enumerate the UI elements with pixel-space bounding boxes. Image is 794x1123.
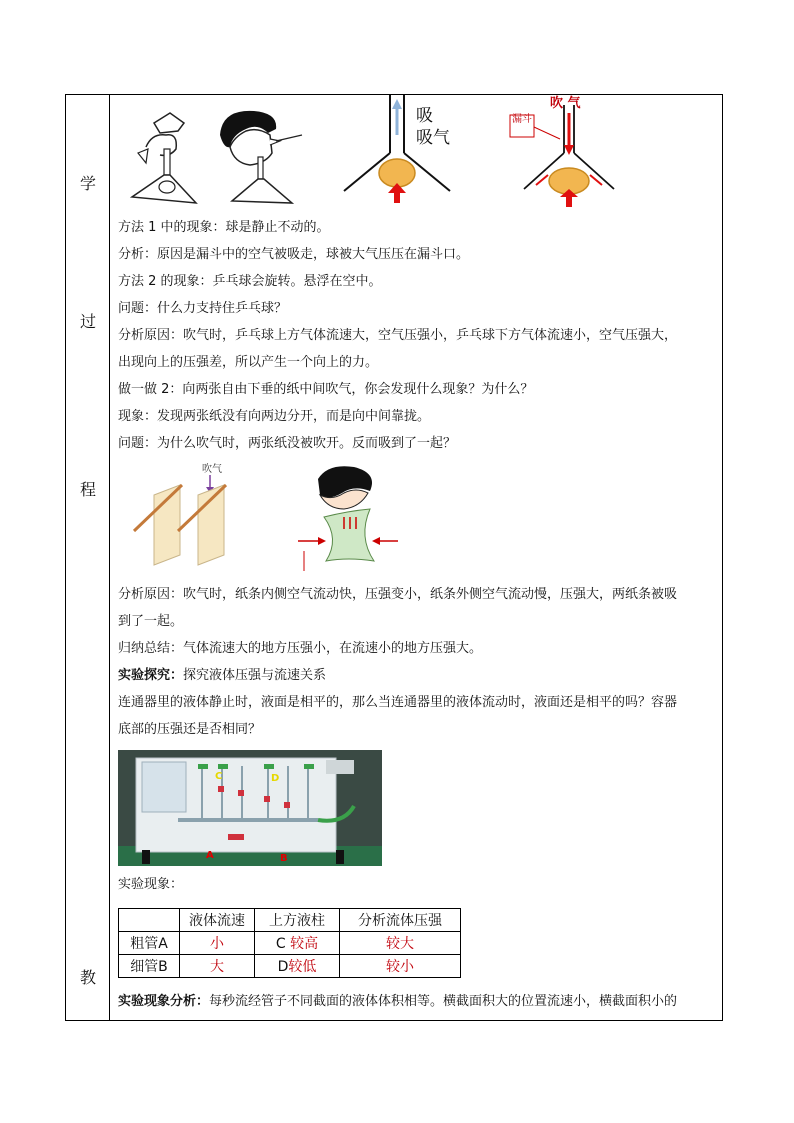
text-line-14: 连通器里的液体静止时，液面是相平的，那么当连通器里的液体流动时，液面还是相平的吗？容器 — [118, 695, 678, 710]
blow-label: 吹 气 — [550, 96, 581, 111]
lesson-table — [65, 94, 723, 1021]
photo-label-d: D — [271, 773, 280, 784]
table-cell — [255, 955, 340, 978]
photo-label-c: C — [215, 771, 223, 782]
table-row — [119, 955, 461, 978]
table-cell: 粗管A — [119, 932, 180, 955]
table-cell: 细管B — [119, 955, 180, 978]
text-line-1: 方法 1 中的现象：球是静止不动的。 — [118, 220, 330, 235]
text-line-2: 分析：原因是漏斗中的空气被吸走，球被大气压压在漏斗口。 — [118, 247, 470, 262]
text-line-9: 问题：为什么吹气时，两张纸没被吹开。反而吸到了一起？ — [118, 436, 457, 451]
table-cell: 小 — [180, 932, 255, 955]
funnel-hand-illustration — [126, 105, 216, 205]
analysis-text: 每秒流经管子不同截面的液体体积相等。横截面积大的位置流速小，横截面积小的 — [209, 994, 678, 1009]
blow-caption: 吹气 — [202, 464, 222, 475]
text-line-10: 分析原因：吹气时，纸条内侧空气流动快，压强变小，纸条外侧空气流动慢，压强大，两纸条被吸 — [118, 587, 678, 602]
inhale-label: 吸气 — [416, 128, 450, 148]
text-line-11: 到了一起。 — [118, 614, 184, 629]
text-line-7: 做一做 2：向两张自由下垂的纸中间吹气，你会发现什么现象？为什么？ — [118, 382, 534, 397]
text-line-13 — [118, 667, 326, 685]
text-line-5: 分析原因：吹气时，乒乓球上方气体流速大，空气压强小，乒乓球下方气体流速小，空气压强大， — [118, 328, 678, 343]
stage-char-4: 教 — [79, 968, 96, 987]
stage-column — [66, 95, 110, 1020]
text-line-6: 出现向上的压强差，所以产生一个向上的力。 — [118, 355, 379, 370]
text-line-4: 问题：什么力支持住乒乓球？ — [118, 301, 288, 316]
table-row — [119, 932, 461, 955]
table-cell: 较小 — [340, 955, 461, 978]
hanging-papers-diagram — [128, 461, 248, 577]
text-line-3: 方法 2 的现象：乒乓球会旋转。悬浮在空中。 — [118, 274, 382, 289]
table-header-row — [119, 909, 461, 932]
table-cell — [255, 932, 340, 955]
text-line-17 — [118, 993, 677, 1011]
stage-char-2: 过 — [79, 312, 96, 331]
table-header-cell — [119, 909, 180, 932]
results-table — [118, 908, 461, 978]
table-cell: 较大 — [340, 932, 461, 955]
person-blowing-papers-diagram — [298, 461, 418, 579]
table-header-cell: 上方液柱 — [255, 909, 340, 932]
text-line-12: 归纳总结：气体流速大的地方压强小，在流速小的地方压强大。 — [118, 641, 483, 656]
experiment-topic: 探究液体压强与流速关系 — [183, 668, 327, 683]
stage-char-3: 程 — [79, 480, 96, 499]
photo-label-b: B — [280, 853, 288, 864]
stage-char-1: 学 — [79, 174, 96, 193]
liquid-column-value: D较低 — [277, 959, 317, 975]
photo-label-a: A — [206, 850, 214, 861]
liquid-column-value: C 较高 — [275, 936, 319, 952]
experiment-apparatus-photo — [118, 750, 382, 866]
analysis-heading: 实验现象分析： — [118, 994, 210, 1009]
text-line-8: 现象：发现两张纸没有向两边分开，而是向中间靠拢。 — [118, 409, 431, 424]
table-cell: 大 — [180, 955, 255, 978]
text-line-16: 实验现象： — [118, 877, 184, 892]
person-blowing-illustration — [206, 105, 306, 205]
suction-funnel-diagram — [338, 95, 468, 211]
table-header-cell: 分析流体压强 — [340, 909, 461, 932]
text-line-15: 底部的压强还是否相同？ — [118, 722, 262, 737]
table-header-cell: 液体流速 — [180, 909, 255, 932]
funnel-label: 漏斗 — [512, 114, 532, 125]
experiment-heading: 实验探究： — [118, 668, 184, 683]
inhale-char-1: 吸 — [416, 106, 433, 126]
